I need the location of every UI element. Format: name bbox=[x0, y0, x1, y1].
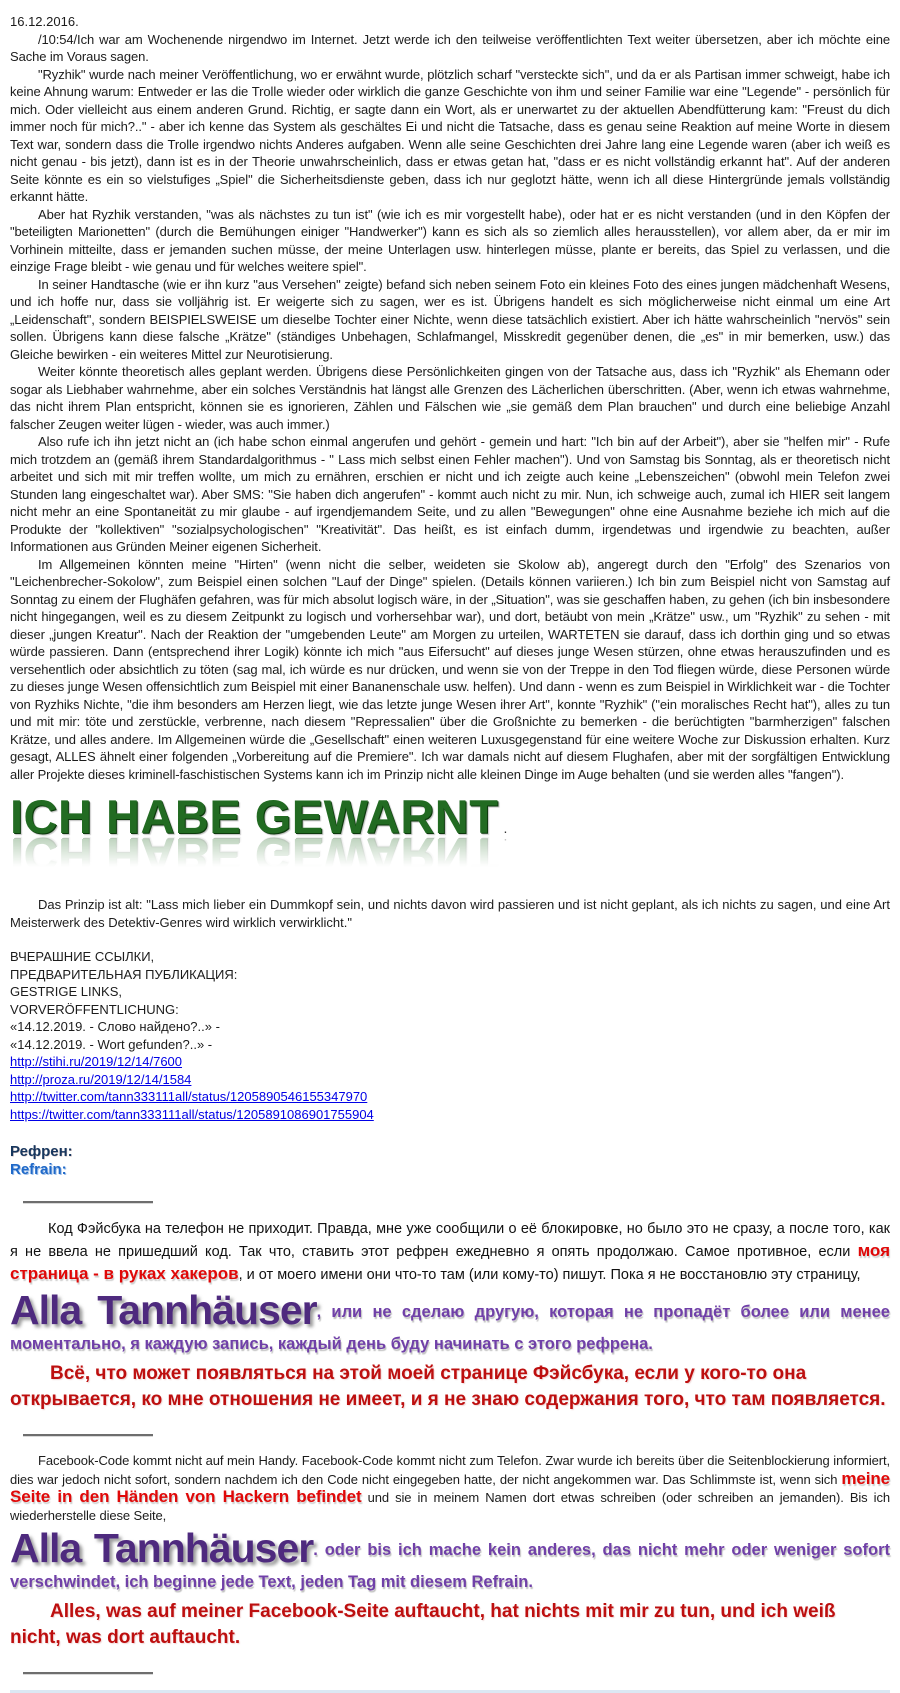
links-title-ru: «14.12.2019. - Слово найдено?..» - bbox=[10, 1019, 220, 1034]
links-block bbox=[10, 948, 890, 1123]
separator-line-2 bbox=[23, 1434, 153, 1436]
facebook-ru-text-2: , и от моего имени они что-то там (или кому-то) пишут. Пока я не восстановлю эту страницу, bbox=[238, 1267, 861, 1283]
link-stihi[interactable]: http://stihi.ru/2019/12/14/7600 bbox=[10, 1054, 183, 1069]
german-paragraph-2: "Ryzhik" wurde nach meiner Veröffentlichung, wo er erwähnt wurde, plötzlich scharf "versteckte sich", und da er als Partisan immer schweigt, habe ich keine Ahnung warum: Entweder er las die Trolle wieder oder wirklich die ganze Geschichte von ihm und seiner Familie war eine "Legende" - persönlich für mich. Oder vielleicht aus einem anderen Grund. Richtig, er sagte dann ein Wort, als er unerwartet zu der aktuellen Abendfütterung kam: "Freust du dich immer noch für mich?.." - aber ich kenne das System als geschältes Ei und nicht die Tatsache, dass es genau seine Reaktion auf meine Worte in diesem Text war, sondern dass die Trolle irgendwo nichts Anderes aufgaben. Wenn alle seine Geschichten drei Jahre lang eine Legende waren (aber ich weiß es nicht genau - bis jetzt), dann ist es in der Theorie unwahrscheinlich, dass er etwas getan hat, "dass er es nicht vollständig erkannt hat". Auf der anderen Seite könnte es ein so vielstufiges „Spiel" die Sicherheitsdienste geben, dass ich nur geglotzt hätte, wenn ich all diese Hintergründe jemals vollständig erkannt hätte. bbox=[10, 66, 890, 204]
facebook-de-text-2: und sie in meinem Namen dort etwas schreiben (oder schreiben an jemanden). Bis ich wiederherstelle diese Seite, bbox=[10, 1490, 890, 1523]
german-paragraph-6: Also rufe ich ihn jetzt nicht an (ich habe schon einmal angerufen und gehört - gemein und hart: "Ich bin auf der Arbeit"), aber sie "helfen mir" - Rufe mich trotzdem an (gemäß ihrem Standardalgorithmus - " Lass mich selbst einen Fehler machen"). Und von Samstag bis Sonntag, als er theoretisch nicht arbeitet und sich mit mir treffen wollte, um mich zu ernähren, erschien er nicht und ich zeigte auch keine „Lebenszeichen" (obwohl mein Telefon zwei Stunden lang eingeschaltet war). Aber SMS: "Sie haben dich angerufen" - kommt auch nicht zu mir. Nun, ich schweige auch, zumal ich HIER seit langem nicht mehr an eine Spontaneität zu mir glaube - auf irgendjemandem Seite, und zu allen "Bewegungen" ohne eine Ausnahme beziehe ich mich auf die Produkte der "kollektiven" "sozialpsychologischen" "Kreativität". Das heißt, es ist einfach dumm, irgendetwas und irgendwie zu beachten, außer Informationen aus Gründen Meiner eigenen Sicherheit. bbox=[10, 434, 890, 554]
links-label-de-2: VORVERÖFFENTLICHUNG: bbox=[10, 1001, 179, 1017]
statement-de: Alles, was auf meiner Facebook-Seite auftaucht, hat nichts mit mir zu tun, und ich weiß nicht, was dort auftaucht. bbox=[10, 1601, 836, 1648]
alla-tannhauser-tail-2: . oder bis ich mache kein anderes, das nicht mehr oder weniger sofort verschwindet, ich beginne jede Text, jeden Tag mit diesem Refrain. bbox=[10, 1541, 890, 1591]
german-paragraph-5: Weiter könnte theoretisch alles geplant werden. Übrigens diese Persönlichkeiten gingen von der Tatsache aus, dass ich "Ryzhik" als Ehemann oder sogar als Liebhaber wahrnehme, aber ein solches Verständnis hat längst alle Grenzen des Lächerlichen überschritten. (Aber, wenn ich etwas wahrnehme, das nicht ihrem Plan entspricht, können sie es ignorieren, Zählen und Fälschen wie „sie gemäß dem Plan brauchen" und durch eine beliebige Anzahl falscher Zeugen weiter lügen - wieder, was auch immer.) bbox=[10, 364, 890, 432]
links-label-ru-1: ВЧЕРАШНИЕ ССЫЛКИ, bbox=[10, 949, 155, 964]
principle-paragraph: Das Prinzip ist alt: "Lass mich lieber ein Dummkopf sein, und nichts davon wird passieren und ist nicht geplant, als ich nichts zu sagen, und eine Art Meisterwerk des Detektiv-Genres wird wirklich verwirklicht." bbox=[10, 897, 890, 930]
refrain-block bbox=[10, 1143, 890, 1179]
alla-tannhauser-tail-1: , или не сделаю другую, которая не пропадёт более или менее моментально, я каждую запись, каждый день буду начинать с этого рефрена. bbox=[10, 1303, 890, 1353]
refrain-label-ru: Рефрен: bbox=[10, 1143, 73, 1160]
link-proza[interactable]: http://proza.ru/2019/12/14/1584 bbox=[10, 1071, 192, 1087]
facebook-paragraph-de bbox=[10, 1452, 890, 1524]
date-line: 16.12.2016. bbox=[10, 14, 79, 29]
alla-tannhauser-paragraph-2 bbox=[10, 1526, 890, 1595]
links-label-de-1: GESTRIGE LINKS, bbox=[10, 984, 122, 999]
facebook-de-text-1: Facebook-Code kommt nicht auf mein Handy. Facebook-Code kommt nicht zum Telefon. Zwar wurde ich bereits über die Seitenblockierung informiert, dies war jedoch nicht sofort, sondern nachdem ich den Code nicht eingegeben hatte, der nicht angekommen war. Das Schlimmste ist, wenn sich bbox=[10, 1453, 890, 1487]
german-paragraph-7: Im Allgemeinen könnten meine "Hirten" (wenn nicht die selber, weideten sie Skolow ab), angeregt durch den "Erfolg" des Szenarios von "Leichenbrecher-Sokolow", zum Beispiel einen solchen "Lauf der Dinge" spielen. (Details können variieren.) Ich bin zum Beispiel nicht von Samstag auf Sonntag zu einem der Flughäfen gefahren, was für mich absolut logisch wäre, in der „Situation", was sie geschaffen haben, zu gehen (ich bin insbesondere nicht hingegangen, weil es zu diesem Zeitpunkt zu logisch und vorhersehbar war), und dort, betäubt von mein „Krätze" usw., um "Ryzhik" zu sehen - mit dieser „jungen Kreatur". Nach der Reaktion der "umgebenden Leute" am Morgen zu urteilen, WARTETEN sie darauf, dass ich dorthin ging und so etwas würde passieren. Dann (entsprechend ihrer Logik) könnte ich mich "aus Eifersucht" auf dieses junge Wesen stürzen, ohne etwas herauszufinden und es versehentlich oder absichtlich zu töten (sag mal, ich würde es nur drücken, und wenn sie von der Treppe in den Tod fliegen würde, diese Personen würde zu dieses junge Wesen offensichtlich zum Beispiel mit einer Bananenschale usw. helfen). Und dann - wenn es zum Beispiel in Wirklichkeit war - die Tochter von Ryzhiks Nichte, "die ihm besonders am Herzen liegt, wie das letzte junge Wesen ihrer Art", konnte "Ryzhik" ("ein moralisches Recht hat"), alles zu tun und mit mir: töte und zerstückle, verbrenne, nach diesem "Repressalien" über die Großnichte zu bemerken - die berüchtigten "barmherzigen" falschen Krätze, und alles andere. Im Allgemeinen würde die „Gesellschaft" einen weiteren Luxusgegenstand für eine weitere Woche zur Diskussion erhalten. Kurz gesagt, ALLES ähnelt einer folgenden „Vorbereitung auf die Premiere". Ich war damals nicht auf diesem Flughafen, aber mit der sorgfältigen Entwicklung aller Projekte dieses kriminell-faschistischen Systems kann ich im Prinzip nicht alle kleinen Dinge im Auge behalten (und sie werden alles "fangen"). bbox=[10, 556, 890, 782]
statement-ru: Всё, что может появляться на этой моей странице Фэйсбука, если у кого-то она открывается, ко мне отношения не имеет, и я не знаю содержания того, что там появляется. bbox=[10, 1363, 886, 1410]
separator-line-1 bbox=[23, 1201, 153, 1203]
links-title-de: «14.12.2019. - Wort gefunden?..» - bbox=[10, 1036, 213, 1052]
links-label-ru-2: ПРЕДВАРИТЕЛЬНАЯ ПУБЛИКАЦИЯ: bbox=[10, 966, 238, 982]
german-paragraph-3: Aber hat Ryzhik verstanden, "was als nächstes zu tun ist" (wie ich es mir vorgestellt habe), oder hat er es nicht verstanden (und in den Köpfen der "beteiligten Marionetten" (durch die Bemühungen einiger "Handwerker") kann es sich als so ziemlich alles herausstellen), vor allem aber, da er mir im Vorhinein mitteilte, dass er jemanden suchen müsse, der meine Unterlagen usw. hinterlegen müsse, plante er bereits, das Spiel zu verlassen, und die einzige Frage bleibt - wie genau und für welches weitere spiel". bbox=[10, 206, 890, 274]
german-paragraph-1: /10:54/Ich war am Wochenende nirgendwo im Internet. Jetzt werde ich den teilweise veröffentlichten Text weiter übersetzen, aber ich möchte eine Sache im Voraus sagen. bbox=[10, 31, 890, 64]
facebook-ru-text-1: Код Фэйсбука на телефон не приходит. Правда, мне уже сообщили о её блокировке, но было это не сразу, а после того, как я не ввела не пришедший код. Так что, ставить этот рефрен ежедневно я опять продолжаю. Самое противное, если bbox=[10, 1221, 890, 1260]
separator-line-3 bbox=[23, 1672, 153, 1674]
alla-tannhauser-paragraph-1 bbox=[10, 1288, 890, 1357]
headline-period: . bbox=[503, 820, 508, 836]
alla-tannhauser-name-2: Alla Tannhäuser bbox=[10, 1525, 314, 1571]
facebook-de-highlight-hackers: meine Seite in den Händen von Hackern befindet bbox=[10, 1468, 890, 1506]
facebook-paragraph-ru bbox=[10, 1219, 890, 1286]
headline-ich-habe-gewarnt bbox=[10, 789, 507, 844]
link-twitter-2[interactable]: https://twitter.com/tann333111all/status/1205891086901755904 bbox=[10, 1106, 374, 1122]
german-paragraph-4: In seiner Handtasche (wie er ihn kurz "aus Versehen" zeigte) befand sich neben seinem Foto ein kleines Foto des eines jungen mädchenhaft Wesens, und ich hoffe nur, dass sie volljährig ist. Er weigerte sich zu sagen, wer es ist. Übrigens handelt es sich möglicherweise nicht einmal um eine Art „Leidenschaft", sondern BEISPIELSWEISE um dieselbe Tochter einer Nichte, wenn diese tatsächlich existiert. Aber ich hätte wahrscheinlich "nervös" sein sollen. Übrigens kann diese falsche „Krätze" (ständiges Unbehagen, Schlafmangel, Misskredit gegenüber denen, die „es" in mir bemerken, usw.) das Gleiche bewirken - ein weiteres Mittel zur Neurotisierung. bbox=[10, 276, 890, 362]
refrain-label-de: Refrain: bbox=[10, 1161, 67, 1178]
link-twitter-1[interactable]: http://twitter.com/tann333111all/status/1205890546155347970 bbox=[10, 1089, 368, 1104]
headline-text: ICH HABE GEWARNT bbox=[10, 790, 499, 843]
facebook-ru-highlight-hackers: моя страница - в руках хакеров bbox=[10, 1241, 890, 1283]
alla-tannhauser-name-1: Alla Tannhäuser bbox=[10, 1287, 317, 1333]
